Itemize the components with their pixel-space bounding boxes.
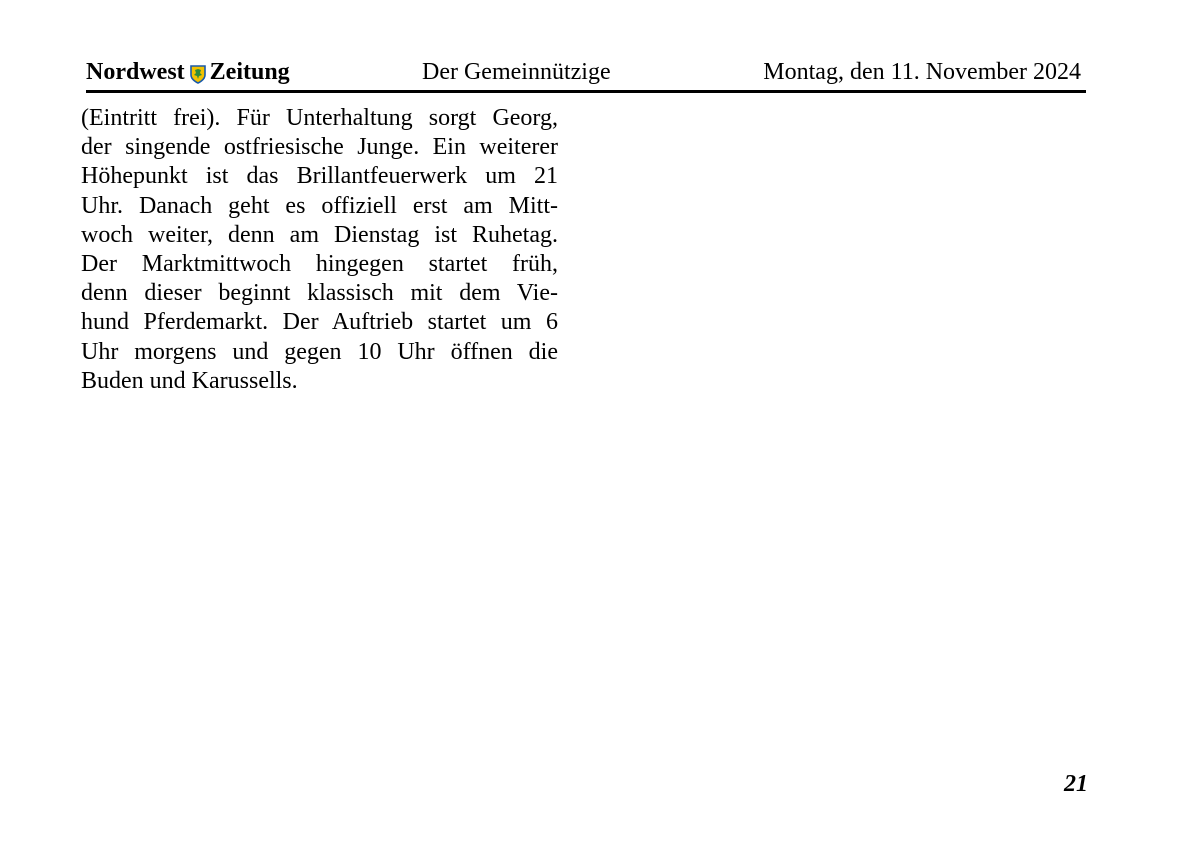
article-line: (Eintritt frei). Für Unterhaltung sorgt Georg, bbox=[81, 105, 558, 131]
article-line: hund Pferdemarkt. Der Auftrieb startet um 6 bbox=[81, 309, 558, 336]
section-title: Der Gemeinnützige bbox=[422, 59, 611, 85]
article-line: Uhr morgens und gegen 10 Uhr öffnen die bbox=[81, 338, 558, 365]
article-line: der singende ostfriesische Junge. Ein weiterer bbox=[81, 134, 558, 161]
issue-date: Montag, den 11. November 2024 bbox=[763, 59, 1081, 85]
article-line: woch weiter, denn am Dienstag ist Ruhetag. bbox=[81, 221, 558, 248]
article-line: denn dieser beginnt klassisch mit dem Vie- bbox=[81, 280, 558, 307]
masthead bbox=[86, 58, 290, 86]
coat-of-arms-icon bbox=[190, 63, 206, 82]
masthead-word-left: Nordwest bbox=[86, 59, 185, 85]
article-line: Höhepunkt ist das Brillantfeuerwerk um 21 bbox=[81, 163, 558, 190]
article-line: Der Marktmittwoch hingegen startet früh, bbox=[81, 250, 558, 277]
article-column bbox=[81, 104, 558, 396]
header-rule bbox=[86, 90, 1086, 93]
coat-of-arms-svg bbox=[190, 65, 206, 84]
page-number: 21 bbox=[1064, 771, 1088, 797]
masthead-word-right: Zeitung bbox=[209, 59, 290, 85]
article-line: Uhr. Danach geht es offiziell erst am Mitt- bbox=[81, 192, 558, 219]
page-header bbox=[86, 58, 1086, 88]
article-line: Buden und Karussells. bbox=[81, 367, 298, 394]
